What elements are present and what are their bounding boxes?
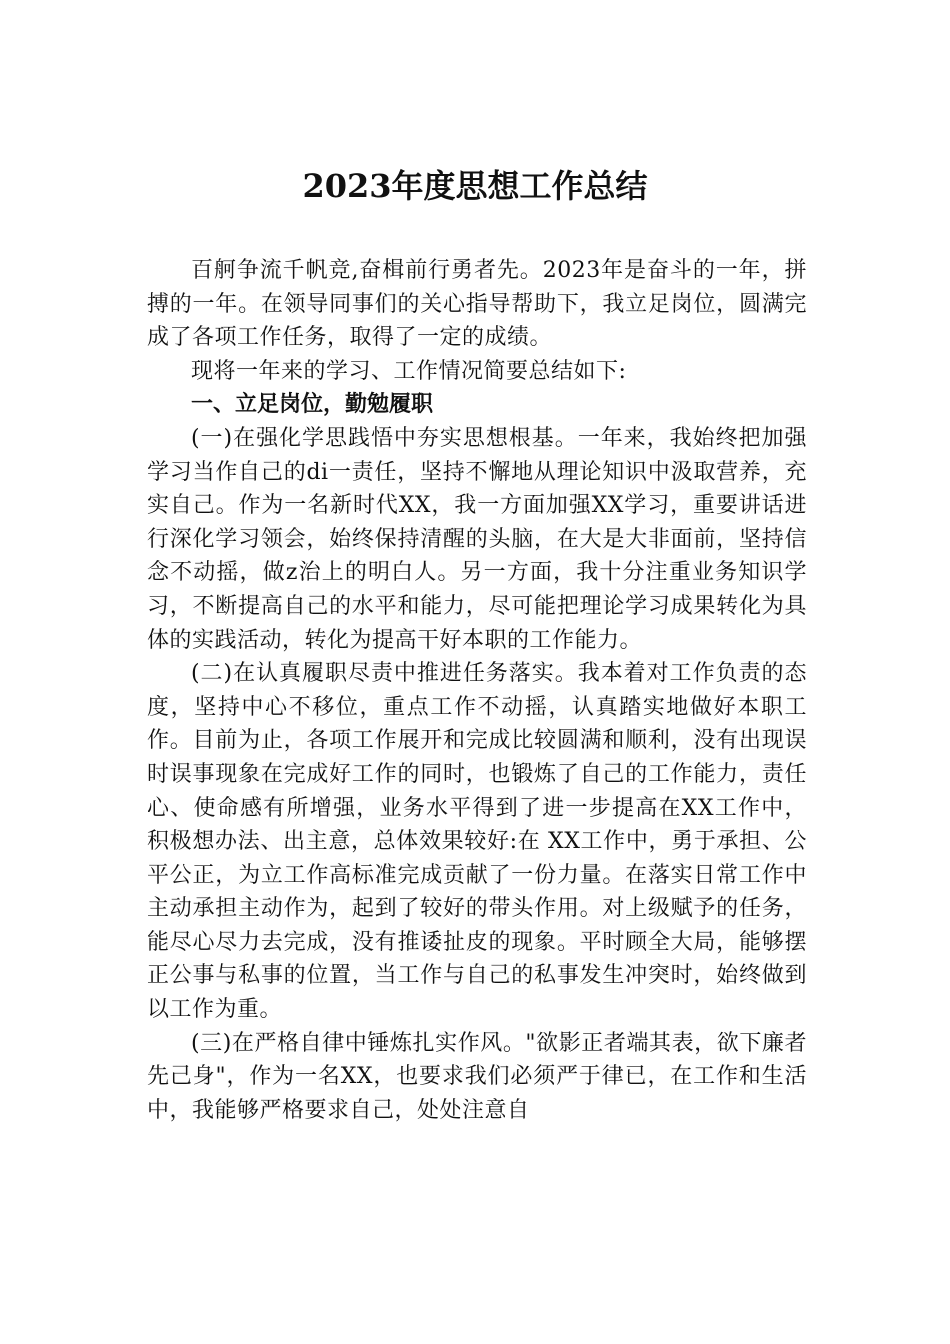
subsection-paragraph-3: (三)在严格自律中锤炼扎实作风。"欲影正者端其表，欲下廉者先己身"，作为一名XX，也要求我们必须严于律已，在工作和生活中，我能够严格要求自己，处处注意自 — [147, 1030, 807, 1123]
document-body — [147, 254, 807, 1127]
document-title: 2023年度思想工作总结 — [302, 167, 648, 205]
section-heading: 一、立足岗位，勤勉履职 — [191, 392, 434, 418]
summary-lead-paragraph: 现将一年来的学习、工作情况简要总结如下: — [191, 358, 627, 384]
intro-paragraph: 百舸争流千帆竞,奋楫前行勇者先。2023年是奋斗的一年，拼搏的一年。在领导同事们的关心指导帮助下，我立足岗位，圆满完成了各项工作任务，取得了一定的成绩。 — [147, 258, 807, 351]
subsection-paragraph-1: (一)在强化学思践悟中夯实思想根基。一年来，我始终把加强学习当作自己的di一责任，坚持不懈地从理论知识中汲取营养，充实自己。作为一名新时代XX，我一方面加强XX学习，重要讲话进行深化学习领会，始终保持清醒的头脑，在大是大非面前，坚持信念不动摇，做z治上的明白人。另一方面，我十分注重业务知识学习，不断提高自己的水平和能力，尽可能把理论学习成果转化为具体的实践活动，转化为提高干好本职的工作能力。 — [147, 425, 807, 653]
subsection-paragraph-2: (二)在认真履职尽责中推进任务落实。我本着对工作负责的态度，坚持中心不移位，重点工作不动摇，认真踏实地做好本职工作。目前为止，各项工作展开和完成比较圆满和顺利，没有出现误时误事现象在完成好工作的同时，也锻炼了自己的工作能力，责任心、使命感有所增强，业务水平得到了进一步提高在XX工作中，积极想办法、出主意，总体效果较好:在 XX工作中，勇于承担、公平公正，为立工作高标准完成贡献了一份力量。在落实日常工作中主动承担主动作为，起到了较好的带头作用。对上级赋予的任务，能尽心尽力去完成，没有推诿扯皮的现象。平时顾全大局，能够摆正公事与私事的位置，当工作与自己的私事发生冲突时，始终做到以工作为重。 — [147, 661, 807, 1023]
